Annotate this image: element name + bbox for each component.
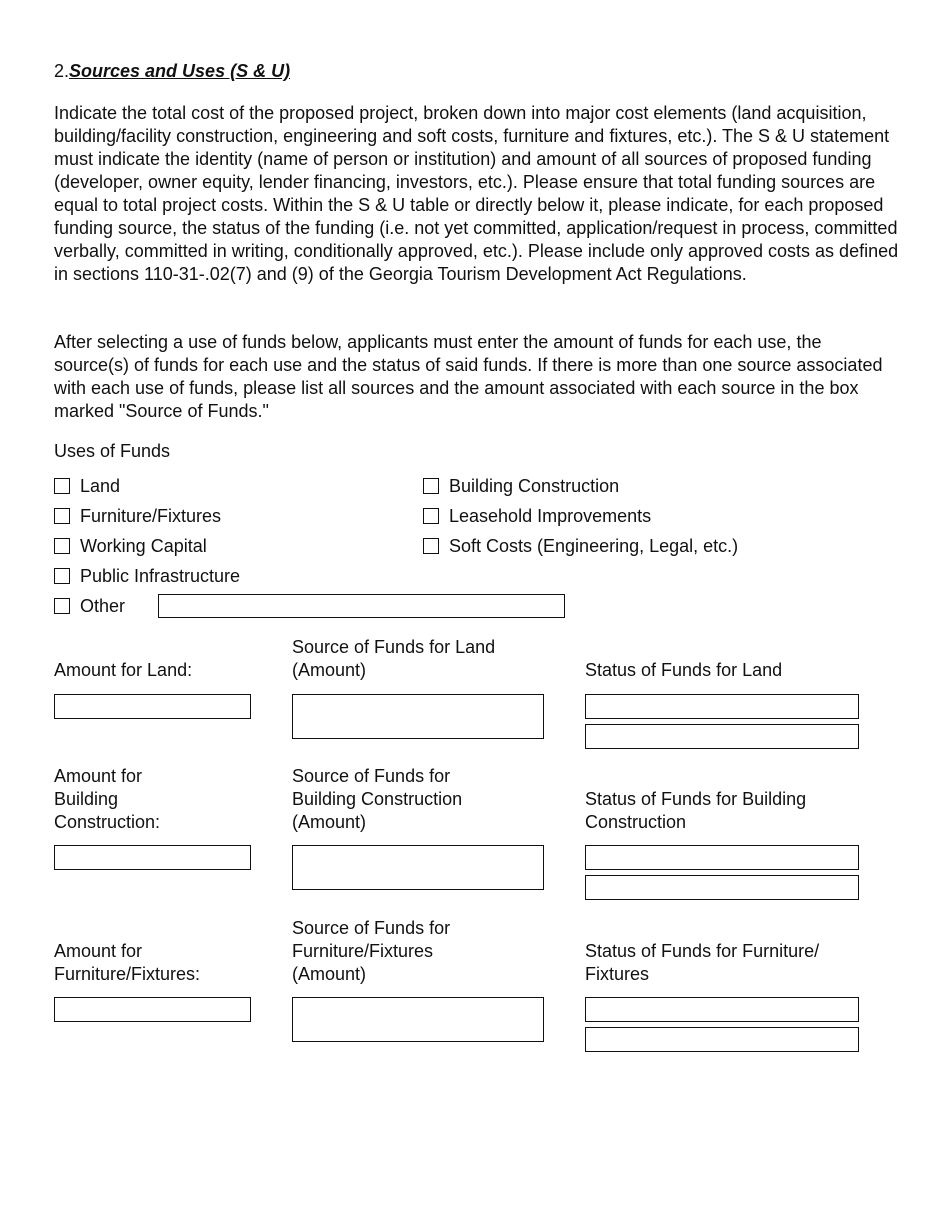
label-line: Amount for [54,766,143,786]
label-line: Construction [585,812,687,832]
label-line: Status of Funds for Furniture/ [585,941,820,961]
checkbox-land[interactable] [54,478,70,494]
checkbox-other[interactable] [54,598,70,614]
option-leasehold-improvements[interactable] [423,505,651,527]
intro-paragraph: Indicate the total cost of the proposed project, broken down into major cost elements (land acquisition, building/facility construction, engineering and soft costs, furniture and fixtures, etc.). The S & U statement must indicate the identity (name of person or institution) and amount of all sources of proposed funding (developer, owner equity, lender financing, investors, etc.). Please ensure that total funding sources are equal to total project costs. Within the S & U table or directly below it, please indicate, for each proposed funding source, the status of the funding (i.e. not yet committed, application/request in process, committed verbally, committed in writing, conditionally approved, etc.). Please include only approved costs as defined in sections 110-31-.02(7) and (9) of the Georgia Tourism Development Act Regulations. [54,103,899,284]
option-label: Other [80,595,126,616]
option-label: Public Infrastructure [80,565,241,586]
label-line: (Amount) [292,660,367,680]
checkbox-building-construction[interactable] [423,478,439,494]
label-line: (Amount) [292,812,367,832]
status-furniture-input-1[interactable] [585,997,859,1022]
label-line: Amount for Land: [54,660,193,680]
option-label: Furniture/Fixtures [80,505,222,526]
amount-land-label [54,659,192,682]
section-number: 2. [54,61,70,81]
option-building-construction[interactable] [423,475,619,497]
checkbox-public-infrastructure[interactable] [54,568,70,584]
option-label: Building Construction [449,475,620,496]
option-label: Working Capital [80,535,207,556]
amount-furniture-input[interactable] [54,997,251,1022]
status-furniture-input-2[interactable] [585,1027,859,1052]
source-building-input[interactable] [292,845,544,890]
option-land[interactable] [54,475,120,497]
option-label: Leasehold Improvements [449,505,652,526]
label-line: Source of Funds for [292,918,451,938]
source-building-label [292,765,462,834]
checkbox-leasehold-improvements[interactable] [423,508,439,524]
label-line: Furniture/Fixtures: [54,964,201,984]
source-land-label [292,636,495,682]
option-furniture-fixtures[interactable] [54,505,221,527]
source-land-input[interactable] [292,694,544,739]
option-other[interactable] [54,595,125,617]
checkbox-soft-costs[interactable] [423,538,439,554]
amount-land-input[interactable] [54,694,251,719]
option-working-capital[interactable] [54,535,207,557]
option-public-infrastructure[interactable] [54,565,240,587]
checkbox-working-capital[interactable] [54,538,70,554]
section-heading [54,60,290,82]
section-title: Sources and Uses (S & U) [69,61,291,81]
status-land-label [585,659,782,682]
option-label: Soft Costs (Engineering, Legal, etc.) [449,535,739,556]
instructions-paragraph: After selecting a use of funds below, applicants must enter the amount of funds for each use, the source(s) of funds for each use and the status of said funds. If there is more than one source associated with each use of funds, please list all sources and the amount associated with each source in the box marked "Source of Funds." [54,332,883,421]
label-line: Building [54,789,119,809]
label-line: Source of Funds for [292,766,451,786]
status-building-label [585,788,806,834]
source-furniture-label [292,917,450,986]
status-building-input-1[interactable] [585,845,859,870]
other-use-input[interactable] [158,594,565,618]
label-line: Status of Funds for Building [585,789,807,809]
checkbox-furniture-fixtures[interactable] [54,508,70,524]
status-land-input-2[interactable] [585,724,859,749]
label-line: Amount for [54,941,143,961]
amount-building-label [54,765,160,834]
status-furniture-label [585,940,819,986]
label-line: Fixtures [585,964,650,984]
uses-of-funds-label: Uses of Funds [54,441,171,461]
label-line: Construction: [54,812,161,832]
status-land-input-1[interactable] [585,694,859,719]
label-line: (Amount) [292,964,367,984]
amount-building-input[interactable] [54,845,251,870]
status-building-input-2[interactable] [585,875,859,900]
label-line: Furniture/Fixtures [292,941,434,961]
label-line: Building Construction [292,789,463,809]
option-label: Land [80,475,121,496]
label-line: Status of Funds for Land [585,660,783,680]
label-line: Source of Funds for Land [292,637,496,657]
option-soft-costs[interactable] [423,535,738,557]
source-furniture-input[interactable] [292,997,544,1042]
amount-furniture-label [54,940,200,986]
